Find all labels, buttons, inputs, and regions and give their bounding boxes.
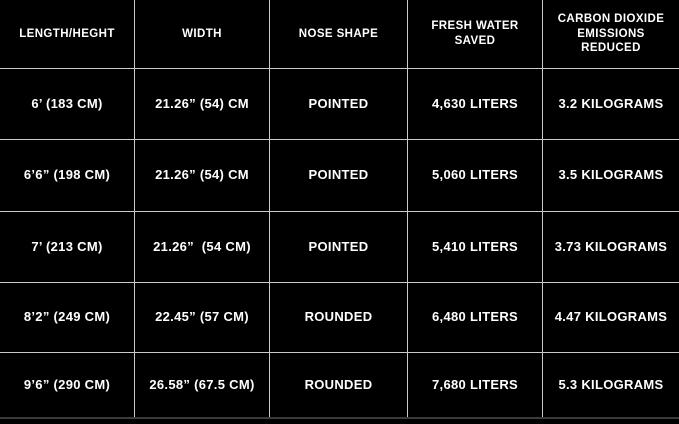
table-cell-water-saved: 5,410 LITERS [408,212,543,283]
table-cell-length: 7’ (213 CM) [0,212,135,283]
bottom-divider [0,417,679,419]
table-cell-co2-reduced: 5.3 KILOGRAMS [558,376,664,392]
table-cell-co2-reduced: 3.5 KILOGRAMS [543,140,679,212]
table-cell-water-saved: 7,680 LITERS [408,353,543,417]
table-cell-water-saved: 4,630 LITERS [408,69,543,140]
table-cell-nose-shape: POINTED [270,69,408,140]
table-cell-nose-shape: POINTED [270,212,408,283]
table-cell-width: 21.26” (54 CM) [135,212,270,283]
table-cell-length: 9’6” (290 CM) [0,353,135,417]
column-header-length-height: LENGTH/HEGHT [0,0,135,69]
table-cell-width: 26.58” (67.5 CM) [135,353,270,417]
table-cell-length: 6’6” (198 CM) [0,140,135,212]
column-header-width: WIDTH [135,0,270,69]
table-cell-length: 6’ (183 CM) [0,69,135,140]
column-header-co2-reduced: CARBON DIOXIDE EMISSIONS REDUCED [543,0,679,69]
table-cell-water-saved: 5,060 LITERS [408,140,543,212]
table-cell-co2-reduced: 3.2 KILOGRAMS [543,69,679,140]
table-cell-co2-reduced: 3.73 KILOGRAMS [543,212,679,283]
table-cell-width: 21.26” (54) CM [135,69,270,140]
table-cell-water-saved: 6,480 LITERS [408,283,543,353]
table-cell-width: 21.26” (54) CM [135,140,270,212]
column-header-fresh-water-saved: FRESH WATER SAVED [408,0,543,69]
table-cell-nose-shape: ROUNDED [270,353,408,417]
table-cell-nose-shape: ROUNDED [270,283,408,353]
table-cell-width: 22.45” (57 CM) [135,283,270,353]
table-cell-nose-shape: POINTED [270,140,408,212]
column-header-nose-shape: NOSE SHAPE [270,0,408,69]
table-cell-co2-reduced: 4.47 KILOGRAMS [543,283,679,353]
table-cell-length: 8’2” (249 CM) [0,283,135,353]
